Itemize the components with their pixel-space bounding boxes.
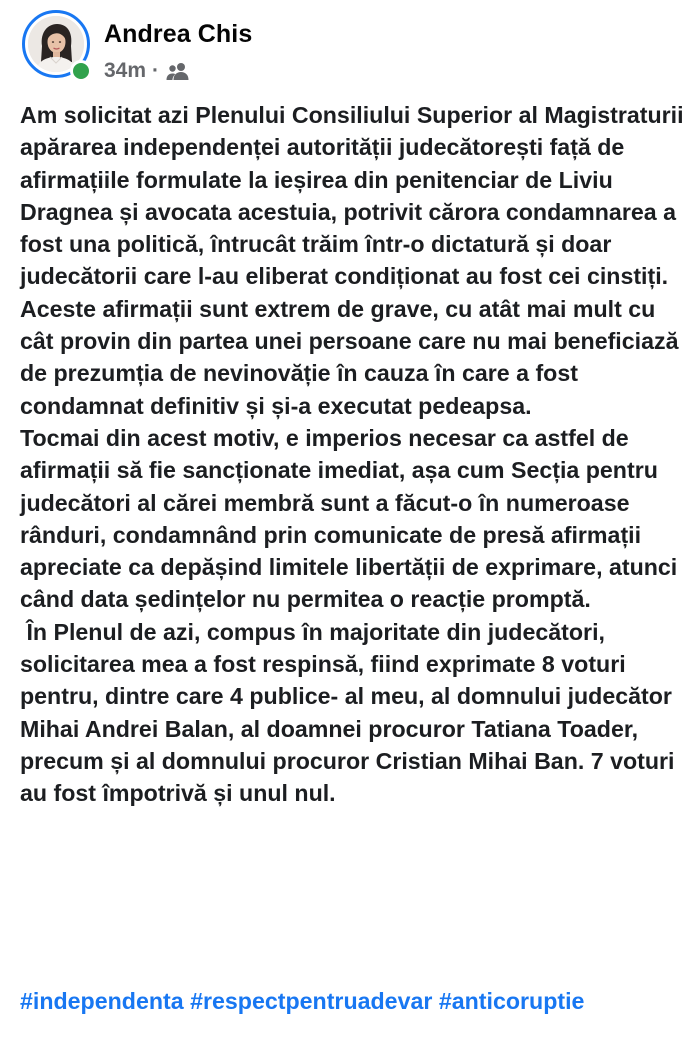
hashtag-row — [20, 985, 690, 1017]
post-paragraph: Aceste afirmații sunt extrem de grave, cu atât mai mult cu cât provin din partea unei persoane care nu mai beneficiază de prezumția de nevinovăție în cauza în care a fost condamnat definitiv și și-a executat pedeapsa. — [20, 295, 685, 419]
author-name[interactable]: Andrea Chis — [104, 20, 253, 48]
hashtag-link[interactable]: #anticoruptie — [438, 988, 585, 1014]
online-status-indicator — [70, 60, 92, 82]
post-meta — [104, 58, 191, 84]
post-body — [20, 99, 690, 810]
post-header — [22, 10, 682, 82]
post-paragraph: Tocmai din acest motiv, e imperios necesar ca astfel de afirmații să fie sancționate imediat, așa cum Secția pentru judecători al cărei membră sunt a făcut-o în numeroase rânduri, condamnând prin comunicate de presă afirmații apreciate ca depășind limitele libertății de exprimare, atunci când data ședințelor nu permitea o reacție promptă. — [20, 424, 684, 613]
author-avatar[interactable] — [22, 10, 90, 78]
post-paragraph: Am solicitat azi Plenului Consiliului Superior al Magistraturii apărarea independenței autorității judecătorești față de afirmațiile formulate la ieșirea din penitenciar de Liviu Dragnea și avocata acestuia, potrivit cărora condamnarea a fost una politică, întrucât trăim într-o dictatură și doar judecătorii care l-au eliberat condiționat au fost cei cinstiți. — [20, 102, 690, 290]
post-time[interactable]: 34m — [104, 59, 147, 82]
hashtag-link[interactable]: #independenta — [20, 988, 184, 1014]
post-paragraph: În Plenul de azi, compus în majoritate din judecători, solicitarea mea a fost respinsă, fiind exprimate 8 voturi pentru, dintre care 4 publice- al meu, al domnului judecător Mihai Andrei Balan, al doamnei procuror Tatiana Toader, precum și al domnului procuror Cristian Mihai Ban. 7 voturi au fost împotrivă și unul nul. — [20, 618, 681, 807]
meta-separator: · — [152, 59, 160, 82]
friends-icon[interactable] — [165, 61, 191, 81]
hashtag-link[interactable]: #respectpentruadevar — [190, 988, 433, 1014]
